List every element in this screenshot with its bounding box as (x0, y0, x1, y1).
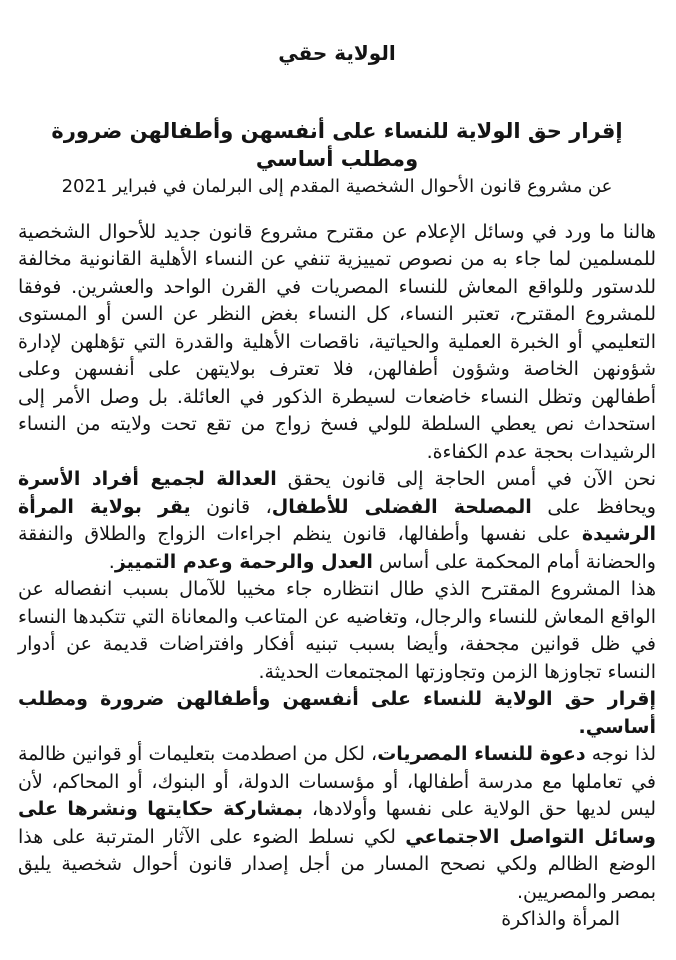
bold-run: بمشاركة حكايتها ونشرها على وسائل التواصل الاجتماعي (18, 798, 656, 848)
paragraph (18, 686, 656, 741)
paragraph (18, 466, 656, 576)
text-run: هذا المشروع المقترح الذي طال انتظاره جاء مخيبا للآمال بسبب انفصاله عن الواقع المعاش للنساء والرجال، وتغاضيه عن المتاعب والمعاناة التي تتكبدها النساء في ظل قوانين مجحفة، وأيضا بسبب تبنيه أفكار وافتراضات قديمة عن أدوار النساء تجاوزها الزمن وتجاوزتها المجتمعات الحديثة. (18, 578, 656, 683)
text-run: لكي نسلط الضوء على الآثار المترتبة على هذا الوضع الظالم ولكي نصحح المسار من أجل إصدار قانون أحوال شخصية يليق بمصر والمصريين. (18, 825, 656, 903)
main-heading: إقرار حق الولاية للنساء على أنفسهن وأطفالهن ضرورة ومطلب أساسي (51, 119, 623, 172)
paragraph (18, 576, 656, 686)
bold-run: يقر بولاية المرأة الرشيدة (18, 495, 656, 546)
bold-run: إقرار حق الولاية للنساء على أنفسهن وأطفالهن ضرورة ومطلب أساسي. (18, 688, 656, 738)
document-title: الولاية حقي (278, 41, 396, 65)
subtitle: عن مشروع قانون الأحوال الشخصية المقدم إلى البرلمان في فبراير 2021 (61, 175, 613, 197)
text-run: هالنا ما ورد في وسائل الإعلام عن مقترح مشروع قانون جديد للأحوال الشخصية للمسلمين لما جاء به من نصوص تمييزية تنفي عن النساء الأهلية القانونية مخالفة للدستور وللواقع المعاش للنساء المصريات في القرن الواحد والعشرين. فوفقا للمشروع المقترح، تعتبر النساء، كل النساء بغض النظر عن السن أو المستوى التعليمي أو الخبرة العملية والحياتية، ناقصات الأهلية والقدرة التي تؤهلهن لإدارة شؤونهن الخاصة وشؤون أطفالهن، فلا تعترف بولايتهن على أنفسهن وعلى أطفالهن وتظل النساء خاضعات لسيطرة الذكور في العائلة. بل وصل الأمر إلى استحداث نص يعطي السلطة للولي فسخ زواج من تقع تحت ولايته من النساء الرشيدات بحجة عدم الكفاءة. (18, 220, 656, 463)
bold-run: المصلحة الفضلى للأطفال (271, 495, 532, 518)
signature: المرأة والذاكرة (501, 908, 620, 931)
text-run: ، قانون (190, 495, 272, 518)
text-run: . (108, 550, 115, 573)
text-run: لذا نوجه (585, 743, 657, 766)
text-run: على نفسها وأطفالها، قانون ينظم اجراءات الزواج والطلاق والنفقة والحضانة أمام المحكمة على أساس (18, 523, 656, 573)
document-body (18, 219, 656, 907)
text-run: ويحافظ على (531, 495, 656, 518)
bold-run: دعوة للنساء المصريات (377, 743, 586, 766)
paragraph (18, 741, 656, 906)
bold-run: العدل والرحمة وعدم التمييز (114, 550, 373, 573)
text-run: ، لكل من اصطدمت بتعليمات أو قوانين ظالمة في تعاملها مع مدرسة أطفالها، أو مؤسسات الدولة، أو البنوك، أو المحاكم، لأن ليس لديها حق الولاية على نفسها وأولادها، (18, 743, 656, 821)
bold-run: العدالة لجميع أفراد الأسرة (18, 468, 277, 491)
paragraph (18, 219, 656, 467)
text-run: نحن الآن في أمس الحاجة إلى قانون يحقق (276, 468, 656, 491)
